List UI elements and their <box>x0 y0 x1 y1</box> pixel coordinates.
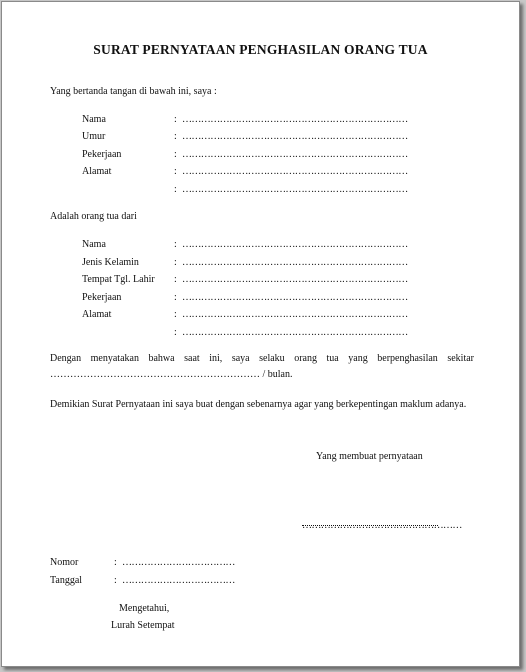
field-fill-line: ……………………………… <box>122 575 235 586</box>
field-fill-line: ……………………………………………………………… <box>182 239 408 250</box>
closing-statement: Demikian Surat Pernyataan ini saya buat dengan sebenarnya agar yang berkepentingan maklum adanya. <box>50 399 467 410</box>
field-label-alamat: Alamat <box>82 166 112 177</box>
field-colon: : <box>174 131 177 142</box>
field-fill-line: ……………………………………………………………… <box>182 184 408 195</box>
field-fill-line: ……………………………………………………………… <box>182 149 408 160</box>
field-fill-line: ……………………………………………………………… <box>182 257 408 268</box>
field-fill-line: ……………………………… <box>122 557 235 568</box>
field-fill-line: ……………………………………………………………… <box>182 309 408 320</box>
signature-line: …………………………………………… <box>302 520 462 531</box>
document-page <box>1 1 520 667</box>
field-colon: : <box>174 327 177 338</box>
field-label-nama: Nama <box>82 239 106 250</box>
official-title: Lurah Setempat <box>111 620 175 631</box>
field-colon: : <box>174 292 177 303</box>
field-label-nama: Nama <box>82 114 106 125</box>
income-statement: Dengan menyatakan bahwa saat ini, saya selaku orang tua yang berpenghasilan sekitar ……………………………………………………… / bulan. <box>50 353 474 380</box>
field-label-nomor: Nomor <box>50 557 79 568</box>
field-label-tanggal: Tanggal <box>50 575 83 586</box>
field-fill-line: ……………………………………………………………… <box>182 274 408 285</box>
field-colon: : <box>174 114 177 125</box>
field-fill-line: ……………………………………………………………… <box>182 327 408 338</box>
signature-underline <box>302 525 438 526</box>
field-fill-line: ……………………………………………………………… <box>182 131 408 142</box>
field-fill-line: ……………………………………………………………… <box>182 166 408 177</box>
field-colon: : <box>174 149 177 160</box>
field-label-pekerjaan: Pekerjaan <box>82 149 122 160</box>
child-intro-text: Adalah orang tua dari <box>50 211 137 222</box>
field-label-pekerjaan: Pekerjaan <box>82 292 122 303</box>
document-title: SURAT PERNYATAAN PENGHASILAN ORANG TUA <box>93 42 428 57</box>
field-colon: : <box>174 166 177 177</box>
field-label-umur: Umur <box>82 131 106 142</box>
acknowledge-text: Mengetahui, <box>119 603 170 614</box>
field-colon: : <box>174 309 177 320</box>
field-label-jenis-kelamin: Jenis Kelamin <box>82 257 139 268</box>
field-colon: : <box>174 257 177 268</box>
field-colon: : <box>174 239 177 250</box>
field-colon: : <box>114 575 117 586</box>
signer-caption: Yang membuat pernyataan <box>316 451 423 462</box>
field-fill-line: ……………………………………………………………… <box>182 114 408 125</box>
field-colon: : <box>174 274 177 285</box>
intro-text: Yang bertanda tangan di bawah ini, saya : <box>50 86 217 97</box>
field-fill-line: ……………………………………………………………… <box>182 292 408 303</box>
field-label-alamat: Alamat <box>82 309 112 320</box>
field-colon: : <box>174 184 177 195</box>
field-colon: : <box>114 557 117 568</box>
field-label-tempat-tgl-lahir: Tempat Tgl. Lahir <box>82 274 155 285</box>
